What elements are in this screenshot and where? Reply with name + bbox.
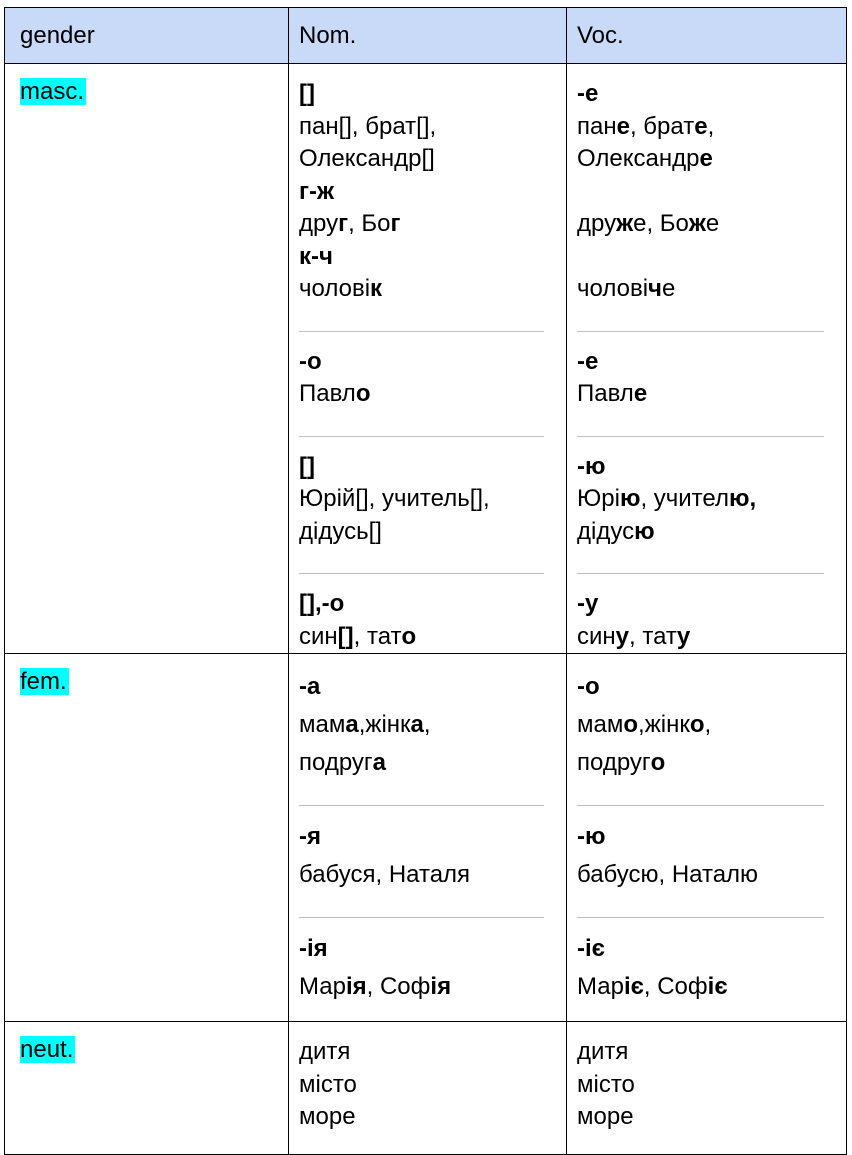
text-segment: ,жінк (358, 711, 411, 738)
ending-group (577, 818, 824, 894)
example-line (299, 621, 544, 654)
nominative-cell (289, 1022, 567, 1155)
text-segment: , Соф (643, 973, 708, 1000)
bold-segment: [],-о (299, 590, 345, 617)
text-segment: море (577, 1103, 634, 1130)
example-line (577, 516, 824, 549)
bold-segment: ія (345, 973, 367, 1000)
bold-segment: [] (337, 622, 354, 650)
text-segment: , тат (629, 622, 677, 650)
text-segment: Павл (577, 380, 634, 407)
bold-segment: -я (299, 823, 321, 850)
bold-segment: е (694, 112, 708, 140)
ending-heading (299, 176, 544, 209)
text-segment: , Бо (348, 210, 391, 237)
ending-group (299, 930, 544, 1006)
text-segment: дру (577, 210, 617, 237)
text-segment: мам (299, 711, 346, 738)
bold-segment: -ія (299, 935, 328, 962)
ending-group (299, 588, 544, 653)
text-segment: місто (577, 1070, 635, 1098)
ending-group (577, 346, 824, 411)
example-line (299, 706, 544, 744)
ending-heading (577, 78, 824, 111)
text-segment: дитя (577, 1038, 629, 1065)
group-divider (299, 805, 544, 806)
example-line (577, 273, 824, 306)
ending-group (299, 668, 544, 782)
gender-cell (5, 654, 289, 1022)
ending-group (577, 930, 824, 1006)
bold-segment: -о (577, 673, 600, 700)
bold-segment: ч (648, 275, 662, 302)
example-line (577, 621, 824, 654)
bold-segment: а (345, 711, 359, 738)
group-divider (299, 331, 544, 332)
header-vocative: Voc. (567, 8, 847, 64)
header-row (5, 8, 847, 64)
ending-heading (299, 78, 544, 111)
text-segment: Юрі (577, 485, 620, 512)
bold-segment: ю (634, 517, 655, 545)
text-segment: дідус (577, 517, 635, 545)
example-line (577, 111, 824, 144)
vocative-cell (567, 1022, 847, 1155)
text-segment: Мар (577, 973, 624, 1000)
text-segment: , (423, 711, 431, 738)
group-divider (577, 331, 824, 332)
bold-segment: о (401, 622, 417, 650)
bold-segment: ю, (728, 485, 757, 512)
example-line (299, 516, 544, 549)
gender-cell (5, 64, 289, 654)
bold-segment: іє (707, 973, 728, 1000)
row-feminine (5, 654, 847, 1022)
bold-segment: [] (299, 80, 315, 107)
ending-group (299, 78, 544, 306)
ending-heading (577, 930, 824, 968)
ending-heading (299, 451, 544, 484)
group-divider (577, 436, 824, 437)
ending-group (577, 588, 824, 653)
text-segment: бабуся, Наталя (299, 861, 471, 888)
vocative-cell (567, 64, 847, 654)
bold-segment: о (689, 711, 705, 738)
bold-segment: г (390, 210, 401, 237)
header-gender: gender (5, 8, 289, 64)
example-line (577, 744, 824, 782)
ending-heading (299, 930, 544, 968)
gender-label: fem. (20, 668, 67, 695)
example-line (577, 378, 824, 411)
bold-segment: к (370, 275, 383, 302)
ending-heading (577, 588, 824, 621)
bold-segment: е (616, 112, 630, 140)
text-segment: дідусь[] (299, 517, 382, 545)
ending-heading (299, 668, 544, 706)
bold-segment: о (650, 749, 666, 776)
ending-heading (577, 668, 824, 706)
nominative-cell (289, 654, 567, 1022)
bold-segment: е (699, 145, 713, 172)
bold-segment: о (623, 711, 639, 738)
example-line (299, 1069, 544, 1102)
bold-segment: [] (299, 452, 315, 480)
example-line (577, 968, 824, 1006)
example-line (299, 1036, 544, 1069)
bold-segment: ю (619, 485, 641, 512)
text-segment: подруг (299, 749, 373, 776)
bold-segment: іє (623, 973, 644, 1000)
ending-heading (577, 818, 824, 856)
text-segment: е (661, 275, 676, 302)
bold-segment: -а (299, 673, 321, 700)
bold-segment: ж (616, 210, 634, 237)
text-segment: Павл (299, 380, 356, 407)
ending-heading (299, 241, 544, 274)
group-divider (577, 917, 824, 918)
bold-segment: о (355, 380, 371, 407)
gender-cell (5, 1022, 289, 1155)
header-nominative: Nom. (289, 8, 567, 64)
ending-heading (299, 818, 544, 856)
text-segment: мам (577, 711, 624, 738)
text-segment: чолові (577, 275, 649, 302)
text-segment: пан[], брат[], (299, 112, 437, 140)
gender-label: neut. (20, 1036, 74, 1063)
bold-segment: ія (430, 973, 452, 1000)
bold-segment: -е (577, 347, 599, 375)
text-segment: чолові (299, 275, 371, 302)
example-line (299, 273, 544, 306)
ending-group (577, 78, 824, 306)
ending-group (577, 451, 824, 549)
example-line (577, 208, 824, 241)
bold-segment: -у (577, 590, 599, 617)
text-segment: е, Бо (633, 210, 689, 237)
example-line (577, 706, 824, 744)
example-line (577, 1036, 824, 1069)
bold-segment: г-ж (299, 177, 335, 205)
example-line (577, 856, 824, 894)
text-segment: е (705, 210, 720, 237)
text-segment: ,жінк (638, 711, 690, 738)
text-segment: море (299, 1103, 356, 1130)
example-line (299, 968, 544, 1006)
bold-segment: г (338, 210, 349, 237)
text-segment: , (704, 711, 712, 738)
bold-segment: -е (577, 80, 599, 107)
group-divider (299, 573, 544, 574)
text-segment: дру (299, 210, 339, 237)
bold-segment: е (633, 380, 648, 407)
ending-group (299, 346, 544, 411)
bold-segment: -ю (577, 452, 606, 480)
example-line (299, 483, 544, 516)
example-line (577, 1101, 824, 1134)
row-neuter (5, 1022, 847, 1155)
example-line (299, 1101, 544, 1134)
group-divider (577, 805, 824, 806)
text-segment: Олександр (577, 145, 700, 172)
ending-group (299, 1036, 544, 1134)
ending-heading (299, 346, 544, 379)
bold-segment: ж (688, 210, 706, 237)
ending-heading (577, 241, 824, 274)
gender-label: masc. (20, 78, 85, 105)
text-segment: син (577, 622, 616, 650)
ending-group (299, 451, 544, 549)
vocative-cell (567, 654, 847, 1022)
text-segment: подруг (577, 749, 651, 776)
group-divider (299, 436, 544, 437)
text-segment: пан (577, 112, 617, 140)
ending-group (299, 818, 544, 894)
bold-segment: у (676, 622, 691, 650)
example-line (577, 483, 824, 516)
ending-heading (577, 176, 824, 209)
text-segment: бабусю, Наталю (577, 861, 759, 888)
text-segment: дитя (299, 1038, 351, 1065)
example-line (299, 208, 544, 241)
text-segment: , Соф (366, 973, 431, 1000)
ending-group (577, 1036, 824, 1134)
bold-segment: -о (299, 347, 322, 375)
declension-table (4, 7, 847, 1155)
text-segment: син (299, 622, 338, 650)
text-segment: , тат (353, 622, 402, 650)
bold-segment: к-ч (299, 242, 333, 270)
bold-segment: у (615, 622, 630, 650)
example-line (299, 856, 544, 894)
bold-segment: а (410, 711, 424, 738)
text-segment: Мар (299, 973, 346, 1000)
nominative-cell (289, 64, 567, 654)
text-segment: місто (299, 1070, 357, 1098)
ending-group (577, 668, 824, 782)
bold-segment: а (372, 749, 387, 776)
text-segment: , учител (640, 485, 729, 512)
text-segment: , брат (629, 112, 695, 140)
example-line (577, 143, 824, 176)
text-segment: Олександр[] (299, 145, 435, 172)
text-segment: Юрій[], учитель[], (299, 485, 490, 512)
example-line (299, 378, 544, 411)
ending-heading (577, 346, 824, 379)
text-segment: , (707, 112, 715, 140)
example-line (299, 744, 544, 782)
group-divider (299, 917, 544, 918)
bold-segment: -іє (577, 935, 605, 962)
group-divider (577, 573, 824, 574)
bold-segment: -ю (577, 823, 606, 850)
example-line (577, 1069, 824, 1102)
example-line (299, 111, 544, 144)
example-line (299, 143, 544, 176)
ending-heading (299, 588, 544, 621)
ending-heading (577, 451, 824, 484)
row-masculine (5, 64, 847, 654)
